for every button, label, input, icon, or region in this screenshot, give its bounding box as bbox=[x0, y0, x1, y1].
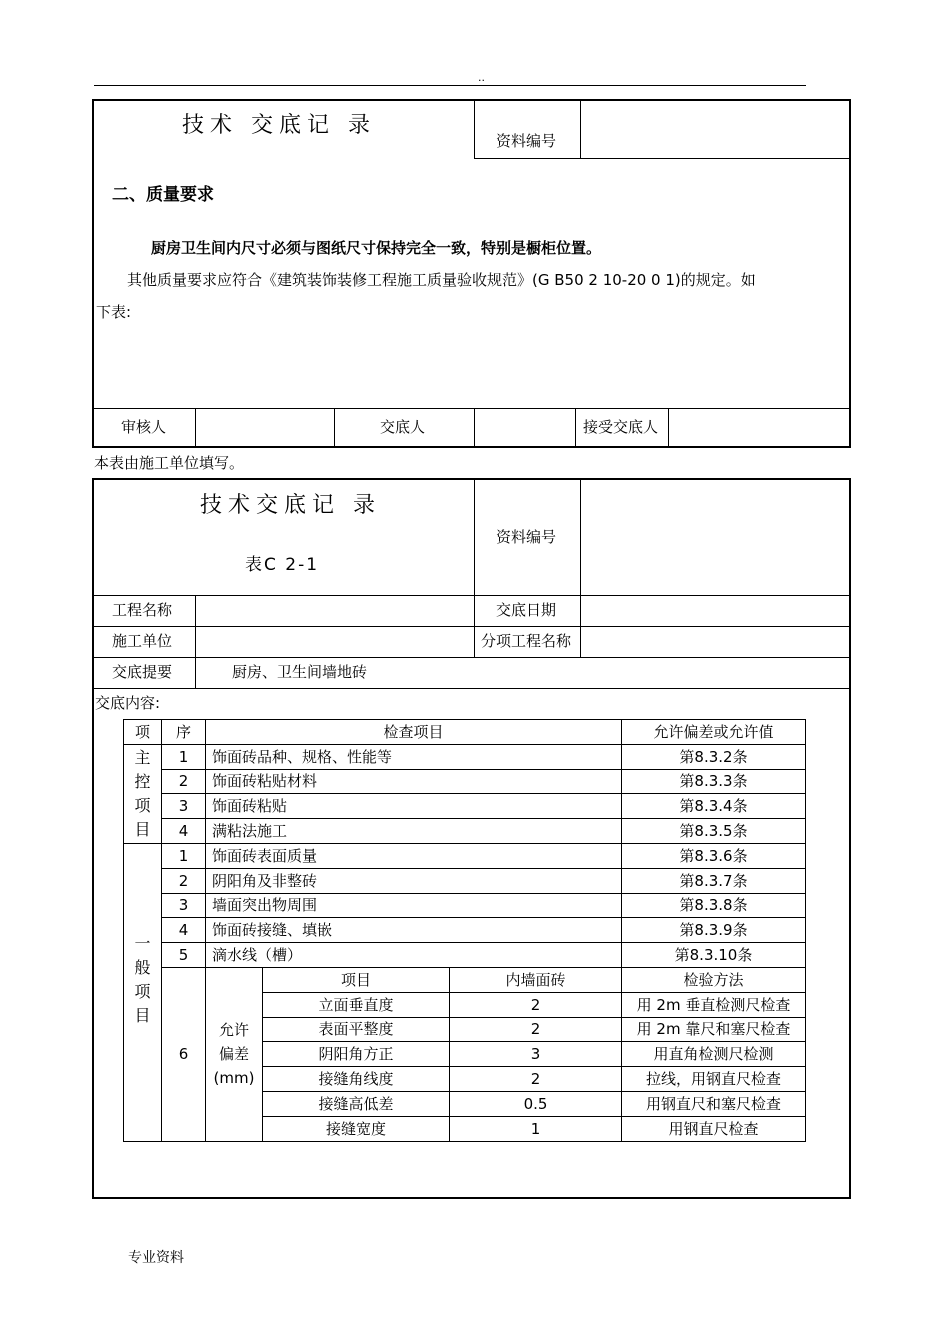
tolerance-label-3: (mm) bbox=[213, 1069, 255, 1088]
row-item: 饰面砖品种、规格、性能等 bbox=[206, 744, 622, 769]
row-no: 2 bbox=[162, 769, 206, 794]
row-no: 4 bbox=[162, 918, 206, 943]
row-item: 滴水线（槽） bbox=[206, 943, 622, 968]
quality-para-1: 厨房卫生间内尺寸必须与图纸尺寸保持完全一致，特别是橱柜位置。 bbox=[151, 239, 602, 257]
row-value: 第8.3.6条 bbox=[622, 843, 806, 868]
row-item: 饰面砖接缝、填嵌 bbox=[206, 918, 622, 943]
row-no: 4 bbox=[162, 819, 206, 844]
table-row bbox=[124, 843, 806, 868]
tolerance-label-1: 允许 bbox=[218, 1021, 249, 1040]
bottom-form-title: 技术交底记 录 bbox=[200, 493, 381, 518]
tol-value: 0.5 bbox=[450, 1091, 622, 1116]
content-label: 交底内容: bbox=[95, 694, 161, 712]
row-item: 饰面砖粘贴 bbox=[206, 794, 622, 819]
row-value: 第8.3.2条 bbox=[622, 744, 806, 769]
main-group-label: 主控项目 bbox=[124, 744, 162, 843]
tol-item: 立面垂直度 bbox=[263, 992, 450, 1017]
quality-para-2-cont: 下表: bbox=[96, 303, 132, 321]
table-row bbox=[124, 868, 806, 893]
row-no: 3 bbox=[162, 893, 206, 918]
header-rule bbox=[94, 85, 806, 86]
tol-value: 2 bbox=[450, 992, 622, 1017]
row-value: 第8.3.4条 bbox=[622, 794, 806, 819]
table-row bbox=[124, 744, 806, 769]
fill-note: 本表由施工单位填写。 bbox=[94, 454, 245, 472]
tolerance-header-item: 项目 bbox=[263, 967, 450, 992]
header-item: 检查项目 bbox=[206, 720, 622, 745]
date-label: 交底日期 bbox=[496, 601, 557, 619]
tol-value: 3 bbox=[450, 1042, 622, 1067]
contractor-label: 施工单位 bbox=[112, 632, 173, 650]
row-value: 第8.3.3条 bbox=[622, 769, 806, 794]
bottom-doc-no-label: 资料编号 bbox=[496, 528, 557, 546]
tolerance-header-value: 内墙面砖 bbox=[450, 967, 622, 992]
check-table-header bbox=[124, 720, 806, 745]
header-group: 项 bbox=[124, 720, 162, 745]
tol-value: 1 bbox=[450, 1116, 622, 1141]
quality-para-2: 其他质量要求应符合《建筑装饰装修工程施工质量验收规范》(G B50 2 10-20 0 1)的规定。如 bbox=[127, 271, 756, 289]
tol-method: 用直角检测尺检测 bbox=[622, 1042, 806, 1067]
sub-project-label: 分项工程名称 bbox=[481, 632, 572, 650]
tolerance-header-method: 检验方法 bbox=[622, 967, 806, 992]
tol-method: 用 2m 垂直检测尺检查 bbox=[622, 992, 806, 1017]
summary-value: 厨房、卫生间墙地砖 bbox=[232, 663, 368, 681]
tol-item: 阴阳角方正 bbox=[263, 1042, 450, 1067]
table-row bbox=[124, 943, 806, 968]
row-value: 第8.3.5条 bbox=[622, 819, 806, 844]
row-value: 第8.3.8条 bbox=[622, 893, 806, 918]
row-item: 阴阳角及非整砖 bbox=[206, 868, 622, 893]
top-form-title: 技术 交底记 录 bbox=[182, 113, 376, 138]
table-row bbox=[124, 769, 806, 794]
row-item: 饰面砖表面质量 bbox=[206, 843, 622, 868]
table-row bbox=[124, 893, 806, 918]
tol-method: 拉线，用钢直尺检查 bbox=[622, 1067, 806, 1092]
tol-method: 用钢直尺和塞尺检查 bbox=[622, 1091, 806, 1116]
row-item: 墙面突出物周围 bbox=[206, 893, 622, 918]
table-row bbox=[124, 794, 806, 819]
tol-item: 接缝高低差 bbox=[263, 1091, 450, 1116]
tolerance-label bbox=[206, 967, 263, 1141]
section-heading: 二、质量要求 bbox=[112, 185, 214, 205]
row-item: 满粘法施工 bbox=[206, 819, 622, 844]
row-value: 第8.3.7条 bbox=[622, 868, 806, 893]
row-value: 第8.3.10条 bbox=[622, 943, 806, 968]
check-table bbox=[123, 719, 806, 1142]
tolerance-label-2: 偏差 bbox=[218, 1045, 249, 1064]
row-no: 5 bbox=[162, 943, 206, 968]
project-name-label: 工程名称 bbox=[112, 601, 173, 619]
tol-item: 接缝宽度 bbox=[263, 1116, 450, 1141]
receiver-label: 接受交底人 bbox=[583, 418, 659, 436]
top-doc-no-label: 资料编号 bbox=[496, 132, 557, 150]
summary-label: 交底提要 bbox=[112, 663, 173, 681]
row-item: 饰面砖粘贴材料 bbox=[206, 769, 622, 794]
discloser-label: 交底人 bbox=[380, 418, 426, 436]
tol-value: 2 bbox=[450, 1017, 622, 1042]
table-row bbox=[124, 819, 806, 844]
row-no: 1 bbox=[162, 843, 206, 868]
row-no: 2 bbox=[162, 868, 206, 893]
tol-value: 2 bbox=[450, 1067, 622, 1092]
tol-item: 接缝角线度 bbox=[263, 1067, 450, 1092]
header-value: 允许偏差或允许值 bbox=[622, 720, 806, 745]
tol-method: 用 2m 靠尺和塞尺检查 bbox=[622, 1017, 806, 1042]
row-no: 3 bbox=[162, 794, 206, 819]
tolerance-no: 6 bbox=[162, 967, 206, 1141]
row-value: 第8.3.9条 bbox=[622, 918, 806, 943]
tol-method: 用钢直尺检查 bbox=[622, 1116, 806, 1141]
row-no: 1 bbox=[162, 744, 206, 769]
table-row bbox=[124, 918, 806, 943]
tolerance-header-row bbox=[124, 967, 806, 992]
footer-label: 专业资料 bbox=[128, 1250, 184, 1266]
reviewer-label: 审核人 bbox=[121, 418, 167, 436]
header-no: 序 bbox=[162, 720, 206, 745]
tol-item: 表面平整度 bbox=[263, 1017, 450, 1042]
general-group-label: 一般项目 bbox=[124, 843, 162, 1141]
header-mark: .. bbox=[478, 71, 485, 84]
table-number: 表C 2-1 bbox=[245, 555, 320, 575]
